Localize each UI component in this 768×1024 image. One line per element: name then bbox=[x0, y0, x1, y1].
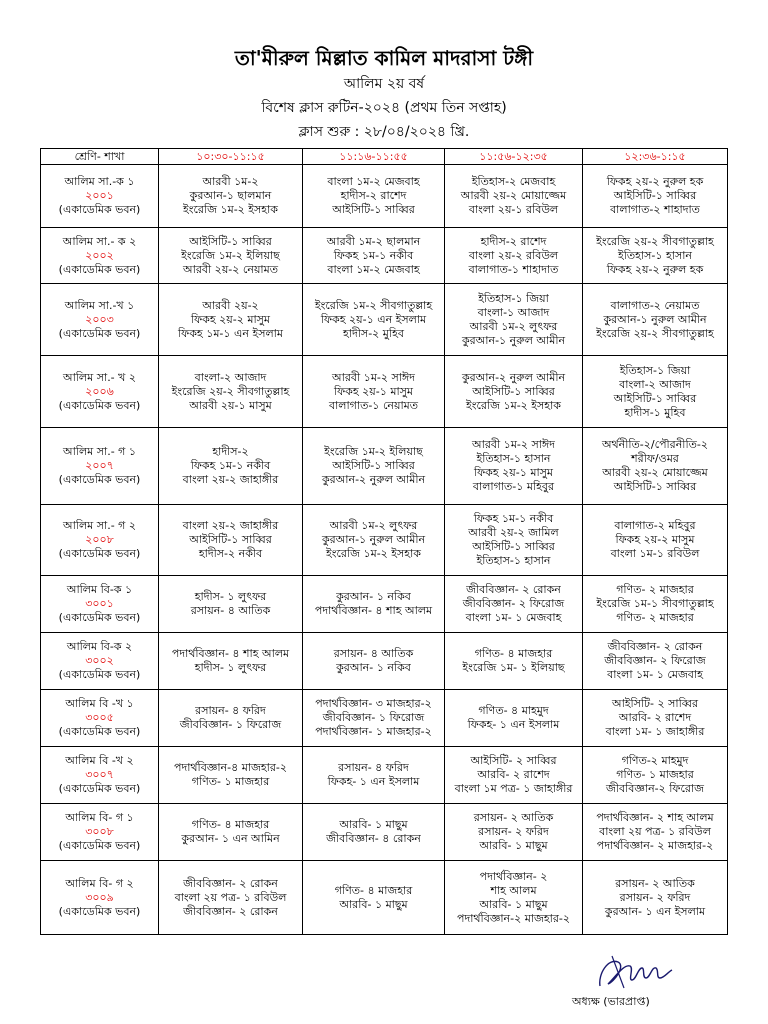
subject-teacher-line: আরবী ১ম-২ লুৎফর bbox=[329, 519, 418, 532]
section-cell bbox=[41, 861, 159, 935]
subject-teacher-line: গণিত- ১ মাজহার bbox=[616, 768, 694, 781]
room-number: ৩০০২ bbox=[85, 654, 114, 667]
room-number: ২০০১ bbox=[85, 189, 114, 202]
subject-teacher-line: হাদীস- ১ লুৎফর bbox=[194, 590, 267, 603]
subject-teacher-line: হাদীস-২ রাশেদ bbox=[340, 189, 407, 202]
subject-teacher-line: ফিকহ- ১ এন ইসলাম bbox=[327, 775, 420, 788]
subject-teacher-line: বালাগাত-২ মহিবুর bbox=[614, 519, 696, 532]
section-cell bbox=[41, 356, 159, 428]
signature-icon bbox=[596, 946, 676, 992]
subject-teacher-line: বালাগাত-১ মহিবুর bbox=[472, 480, 555, 493]
class-cell bbox=[445, 576, 583, 633]
class-cell bbox=[583, 690, 728, 747]
section-name: আলিম সা.- ক ২ bbox=[62, 234, 137, 248]
subject-teacher-line: কুরআন-১ নুরুল আমীন bbox=[461, 333, 566, 347]
class-cell bbox=[303, 690, 445, 747]
class-cell bbox=[445, 284, 583, 356]
subject-teacher-line: জীববিজ্ঞান- ২ ফিরোজ bbox=[604, 654, 706, 667]
subject-teacher-line: পদার্থবিজ্ঞান- ২ মাজহার-২ bbox=[596, 839, 714, 852]
subject-teacher-line: পদার্থবিজ্ঞান-২ মাজহার-২ bbox=[456, 911, 570, 925]
class-cell bbox=[159, 633, 303, 690]
subject-teacher-line: আরবি- ১ মাছুম bbox=[339, 897, 408, 911]
section-cell bbox=[41, 690, 159, 747]
subject-teacher-line: বাংলা ১ম- ১ মেজবাহ bbox=[607, 668, 703, 681]
class-cell bbox=[303, 576, 445, 633]
building-name: (একাডেমিক ভবন) bbox=[58, 203, 141, 216]
subject-teacher-line: ফিকহ ১ম-১ নকীব bbox=[333, 248, 414, 262]
subject-teacher-line: ফিকহ ২য়-২ মাসুম bbox=[615, 533, 695, 546]
subject-teacher-line: বালাগাত-১ নেয়ামত bbox=[328, 398, 418, 412]
room-number: ২০০৩ bbox=[85, 312, 114, 326]
class-cell bbox=[159, 505, 303, 576]
class-cell bbox=[159, 165, 303, 228]
building-name: (একাডেমিক ভবন) bbox=[58, 262, 141, 276]
class-cell bbox=[159, 861, 303, 935]
subject-teacher-line: কুরআন-১ নুরুল আমীন bbox=[603, 312, 707, 326]
section-cell bbox=[41, 633, 159, 690]
subject-teacher-line: কুরআন- ১ এন ইসলাম bbox=[604, 904, 706, 918]
building-name: (একাডেমিক ভবন) bbox=[58, 473, 141, 486]
subject-teacher-line: জীববিজ্ঞান- ১ ফিরোজ bbox=[322, 711, 425, 724]
subject-teacher-line: গণিত- ৪ মাজহার bbox=[334, 883, 413, 897]
section-name: আলিম বি-ক ২ bbox=[66, 640, 133, 653]
subject-teacher-line: আরবি- ১ মাছুম bbox=[339, 818, 408, 831]
class-cell bbox=[303, 428, 445, 505]
time-slot-header: ১১:১৬-১১:৫৫ bbox=[303, 149, 445, 165]
subject-teacher-line: অর্থনীতি-২/পৌরনীতি-২ bbox=[602, 438, 708, 451]
subject-teacher-line: কুরআন-২ নুরুল আমীন bbox=[461, 370, 566, 384]
room-number: ২০০২ bbox=[85, 248, 114, 262]
table-row bbox=[41, 428, 728, 505]
class-cell bbox=[583, 428, 728, 505]
subject-teacher-line: পদার্থবিজ্ঞান- ৪ শাহ আলম bbox=[171, 647, 290, 660]
subject-teacher-line: হাদীস-২ bbox=[212, 445, 249, 458]
subject-teacher-line: আরবি- ২ রাশেদ bbox=[477, 768, 550, 781]
class-cell bbox=[583, 633, 728, 690]
time-slot-header: ১০:৩০-১১:১৫ bbox=[159, 149, 303, 165]
room-number: ২০০৭ bbox=[85, 459, 114, 472]
subject-teacher-line: আইসিটি- ২ সাব্বির bbox=[611, 697, 699, 710]
section-cell bbox=[41, 165, 159, 228]
subject-teacher-line: গণিত- ২ মাজহার bbox=[616, 611, 694, 624]
subject-teacher-line: গণিত- ৪ মাজহার bbox=[474, 647, 553, 660]
subject-teacher-line: বালাগাত-১ শাহাদাত bbox=[468, 262, 559, 276]
subject-teacher-line: কুরআন-২ নুরুল আমীন bbox=[321, 473, 426, 486]
class-cell bbox=[303, 165, 445, 228]
subject-teacher-line: আরবী ১ম-২ ছালমান bbox=[326, 234, 421, 248]
subject-teacher-line: রসায়ন- ২ ফরিদ bbox=[478, 825, 549, 838]
subject-teacher-line: কুরআন- ১ এন আমিন bbox=[181, 832, 280, 845]
subject-teacher-line: আরবী ১ম-২ সাঈদ bbox=[332, 370, 415, 384]
section-name: আলিম বি-ক ১ bbox=[66, 583, 133, 596]
subject-teacher-line: ফিকহ ২য়-২ নুরুল হক bbox=[606, 175, 704, 188]
subject-teacher-line: আরবী ১ম-২ সাঈদ bbox=[472, 438, 555, 451]
subject-teacher-line: ইতিহাস-১ জিয়া bbox=[619, 363, 691, 377]
section-cell bbox=[41, 505, 159, 576]
subject-teacher-line: ফিকহ ২য়-২ নুরুল হক bbox=[606, 262, 704, 276]
room-number: ৩০০৮ bbox=[85, 825, 114, 838]
subject-teacher-line: জীববিজ্ঞান- ২ রোকন bbox=[607, 640, 703, 653]
subject-teacher-line: জীববিজ্ঞান- ২ রোকন bbox=[183, 876, 278, 890]
subject-teacher-line: ইংরেজি ২য়-২ সীবগাতুল্লাহ bbox=[171, 384, 290, 398]
subject-teacher-line: বালাগাত-২ শাহাদাত bbox=[610, 203, 700, 216]
room-number: ২০০৬ bbox=[85, 384, 114, 398]
room-number: ৩০০৫ bbox=[85, 711, 114, 724]
section-name: আলিম সা.-ক ১ bbox=[64, 175, 135, 188]
class-cell bbox=[303, 804, 445, 861]
subject-teacher-line: আইসিটি- ২ সাব্বির bbox=[470, 754, 557, 767]
building-name: (একাডেমিক ভবন) bbox=[58, 782, 141, 795]
subject-teacher-line: আরবি- ১ মাছুম bbox=[479, 839, 548, 852]
class-cell bbox=[583, 804, 728, 861]
class-cell bbox=[583, 505, 728, 576]
subject-teacher-line: ফিকহ ১ম-১ নকীব bbox=[473, 512, 554, 525]
subject-teacher-line: আইসিটি-১ সাব্বির bbox=[613, 391, 697, 405]
class-cell bbox=[445, 633, 583, 690]
building-name: (একাডেমিক ভবন) bbox=[58, 839, 141, 852]
section-name: আলিম সা.-খ ১ bbox=[64, 298, 135, 312]
subject-teacher-line: আরবী ২য়-২ নেয়ামত bbox=[183, 262, 278, 276]
section-cell bbox=[41, 747, 159, 804]
subject-teacher-line: ইংরেজি ২য়-২ সীবগাতুল্লাহ bbox=[596, 234, 714, 248]
subject-teacher-line: আরবী ২য়-২ মোয়াজ্জেম bbox=[460, 189, 567, 202]
subject-teacher-line: জীববিজ্ঞান- ২ রোকন bbox=[183, 904, 278, 918]
class-cell bbox=[159, 356, 303, 428]
room-number: ৩০০১ bbox=[85, 597, 114, 610]
table-row bbox=[41, 861, 728, 935]
subject-teacher-line: রসায়ন- ৪ ফরিদ bbox=[338, 761, 409, 774]
subject-teacher-line: পদার্থবিজ্ঞান- ২ শাহ আলম bbox=[596, 811, 714, 824]
class-cell bbox=[583, 284, 728, 356]
subject-teacher-line: বাংলা ১ম-২ মেজবাহ bbox=[327, 175, 420, 188]
time-slot-header: ১২:৩৬-১:১৫ bbox=[583, 149, 728, 165]
subject-teacher-line: গণিত- ৪ মাজহার bbox=[191, 818, 270, 831]
section-cell bbox=[41, 804, 159, 861]
class-cell bbox=[159, 747, 303, 804]
class-cell bbox=[159, 576, 303, 633]
subject-teacher-line: বালাগাত-২ নেয়ামত bbox=[610, 298, 700, 312]
table-row bbox=[41, 576, 728, 633]
class-cell bbox=[445, 228, 583, 284]
class-start-date: ক্লাস শুরু : ২৮/০৪/২০২৪ খ্রি. bbox=[298, 124, 470, 140]
table-row bbox=[41, 505, 728, 576]
subject-teacher-line: বাংলা-২ আজাদ bbox=[194, 370, 267, 384]
section-name: আলিম বি -খ ২ bbox=[65, 754, 134, 767]
section-cell bbox=[41, 228, 159, 284]
class-cell bbox=[445, 505, 583, 576]
subject-teacher-line: আরবী ২য়-১ মাসুম bbox=[189, 398, 272, 412]
subject-teacher-line: ইংরেজি ২য়-২ সীবগাতুল্লাহ bbox=[596, 326, 714, 340]
subject-teacher-line: ইংরেজি ১ম-২ ইলিয়াছ bbox=[181, 248, 280, 262]
subject-teacher-line: পদার্থবিজ্ঞান- ২ bbox=[479, 869, 548, 883]
section-name: আলিম সা.- গ ১ bbox=[62, 445, 137, 458]
subject-teacher-line: বাংলা ১ম-২ মেজবাহ bbox=[327, 262, 420, 276]
subject-teacher-line: আরবী ১ম-২ bbox=[202, 175, 259, 188]
table-row bbox=[41, 633, 728, 690]
subject-teacher-line: গণিত- ২ মাজহার bbox=[616, 583, 694, 596]
subject-teacher-line: বাংলা ২য়-১ রবিউল bbox=[468, 203, 559, 216]
subject-teacher-line: ইংরেজি ১ম-২ ইসহাক bbox=[326, 547, 421, 560]
table-header-row bbox=[41, 149, 728, 165]
subject-teacher-line: ইতিহাস-১ হাসান bbox=[476, 554, 551, 567]
subject-teacher-line: বাংলা ২য়-২ জাহাঙ্গীর bbox=[182, 473, 279, 486]
building-name: (একাডেমিক ভবন) bbox=[58, 611, 141, 624]
subject-teacher-line: ইংরেজি ১ম-২ ইসহাক bbox=[466, 398, 561, 412]
subject-teacher-line: কুরআন- ১ নকিব bbox=[336, 590, 411, 603]
class-cell bbox=[583, 576, 728, 633]
class-cell bbox=[445, 428, 583, 505]
subject-teacher-line: গণিত- ১ মাজহার bbox=[191, 775, 270, 788]
class-cell bbox=[445, 804, 583, 861]
room-number: ২০০৮ bbox=[85, 533, 114, 546]
subject-teacher-line: বাংলা ১ম- ১ মেজবাহ bbox=[465, 611, 562, 624]
subject-teacher-line: গণিত- ৪ মাহমুদ bbox=[478, 704, 549, 717]
subject-teacher-line: বাংলা ২য়-২ রবিউল bbox=[468, 248, 559, 262]
subject-teacher-line: বাংলা ২য়-২ জাহাঙ্গীর bbox=[182, 519, 279, 532]
subject-teacher-line: আইসিটি-১ সাব্বির bbox=[332, 459, 415, 472]
subject-teacher-line: জীববিজ্ঞান- ২ রোকন bbox=[466, 583, 561, 596]
subject-teacher-line: ফিকহ ১ম-১ এন ইসলাম bbox=[178, 326, 283, 340]
class-cell bbox=[303, 228, 445, 284]
class-cell bbox=[159, 228, 303, 284]
building-name: (একাডেমিক ভবন) bbox=[58, 398, 141, 412]
subject-teacher-line: রসায়ন- ২ আতিক bbox=[473, 811, 554, 824]
subject-teacher-line: কুরআন- ১ নকিব bbox=[336, 661, 411, 674]
class-cell bbox=[303, 633, 445, 690]
building-name: (একাডেমিক ভবন) bbox=[58, 668, 141, 681]
subject-teacher-line: ইংরেজি ১ম-২ ইসহাক bbox=[183, 203, 278, 216]
subject-teacher-line: রসায়ন- ৪ ফরিদ bbox=[195, 704, 266, 717]
class-cell bbox=[445, 356, 583, 428]
institution-title: তা'মীরুল মিল্লাত কামিল মাদরাসা টঙ্গী bbox=[234, 46, 534, 70]
subject-teacher-line: আরবি- ২ রাশেদ bbox=[618, 711, 692, 724]
table-row bbox=[41, 690, 728, 747]
subject-teacher-line: বাংলা ২য় পত্র- ১ রবিউল bbox=[174, 890, 287, 904]
class-cell bbox=[583, 165, 728, 228]
class-cell bbox=[303, 356, 445, 428]
class-year-title: আলিম ২য় বর্ষ bbox=[343, 76, 425, 92]
subject-teacher-line: আইসিটি-১ সাব্বির bbox=[472, 384, 555, 398]
subject-teacher-line: জীববিজ্ঞান- ২ ফিরোজ bbox=[462, 597, 565, 610]
subject-teacher-line: আইসিটি-১ সাব্বির bbox=[332, 203, 415, 216]
building-name: (একাডেমিক ভবন) bbox=[58, 326, 141, 340]
table-row bbox=[41, 747, 728, 804]
subject-teacher-line: ইতিহাস-১ হাসান bbox=[618, 248, 692, 262]
time-slot-header: ১১:৫৬-১২:৩৫ bbox=[445, 149, 583, 165]
subject-teacher-line: বাংলা-১ আজাদ bbox=[477, 305, 550, 319]
subject-teacher-line: ইংরেজি ১ম-১ সীবগাতুল্লাহ bbox=[596, 597, 714, 610]
subject-teacher-line: ফিকহ ১ম-১ নকীব bbox=[190, 459, 271, 472]
subject-teacher-line: ফিকহ- ১ এন ইসলাম bbox=[467, 718, 560, 731]
subject-teacher-line: আইসিটি-১ সাব্বির bbox=[189, 234, 272, 248]
class-cell bbox=[159, 428, 303, 505]
class-cell bbox=[583, 861, 728, 935]
subject-teacher-line: ইংরেজি ১ম-২ সীবগাতুল্লাহ bbox=[314, 298, 433, 312]
subject-teacher-line: ইংরেজি ১ম-২ ইলিয়াছ bbox=[324, 445, 423, 458]
table-row bbox=[41, 804, 728, 861]
section-name: আলিম বি- গ ২ bbox=[65, 876, 134, 890]
subject-teacher-line: আইসিটি-১ সাব্বির bbox=[189, 533, 272, 546]
subject-teacher-line: পদার্থবিজ্ঞান-৪ মাজহার-২ bbox=[174, 761, 287, 774]
subject-teacher-line: বাংলা-২ আজাদ bbox=[619, 377, 691, 391]
class-cell bbox=[303, 505, 445, 576]
section-name: আলিম সা.- গ ২ bbox=[62, 519, 137, 532]
section-cell bbox=[41, 576, 159, 633]
subject-teacher-line: গণিত-২ মাহমুদ bbox=[621, 754, 689, 767]
subject-teacher-line: আরবী ২য়-২ জামিল bbox=[468, 526, 559, 539]
class-cell bbox=[583, 747, 728, 804]
class-cell bbox=[445, 861, 583, 935]
routine-table bbox=[40, 148, 728, 935]
room-number: ৩০০৯ bbox=[85, 890, 114, 904]
section-cell bbox=[41, 284, 159, 356]
subject-teacher-line: আরবী ২য়-২ bbox=[202, 298, 259, 312]
subject-teacher-line: পদার্থবিজ্ঞান- ৪ শাহ আলম bbox=[314, 604, 433, 617]
section-name: আলিম বি- গ ১ bbox=[65, 811, 134, 824]
subject-teacher-line: কুরআন-১ নুরুল আমীন bbox=[321, 533, 426, 546]
subject-teacher-line: ইতিহাস-১ জিয়া bbox=[478, 291, 549, 305]
subject-teacher-line: আরবী ২য়-২ মোয়াজ্জেম bbox=[602, 466, 708, 479]
building-name: (একাডেমিক ভবন) bbox=[58, 904, 141, 918]
subject-teacher-line: ফিকহ ২য়-১ মাসুম bbox=[333, 384, 414, 398]
subject-teacher-line: ফিকহ ২য়-১ এন ইসলাম bbox=[320, 312, 427, 326]
subject-teacher-line: হাদীস-২ মুহিব bbox=[343, 326, 404, 340]
subject-teacher-line: আইসিটি-১ সাব্বির bbox=[472, 540, 555, 553]
section-name: আলিম বি -খ ১ bbox=[65, 697, 134, 710]
subject-teacher-line: ইংরেজি ১ম- ১ ইলিয়াছ bbox=[462, 661, 565, 674]
subject-teacher-line: বাংলা ১ম পত্র- ১ জাহাঙ্গীর bbox=[454, 782, 573, 795]
subject-teacher-line: হাদীস- ১ লুৎফর bbox=[194, 661, 267, 674]
subject-teacher-line: জীববিজ্ঞান- ১ ফিরোজ bbox=[179, 718, 282, 731]
routine-title: বিশেষ ক্লাস রুটিন-২০২৪ (প্রথম তিন সপ্তাহ) bbox=[261, 100, 507, 116]
subject-teacher-line: রসায়ন- ৪ আতিক bbox=[190, 604, 271, 617]
subject-teacher-line: রসায়ন- ৪ আতিক bbox=[333, 647, 414, 660]
section-column-header: শ্রেণি- শাখা bbox=[41, 149, 159, 165]
subject-teacher-line: হাদীস-১ মুহিব bbox=[624, 405, 686, 419]
subject-teacher-line: রসায়ন- ২ ফরিদ bbox=[619, 890, 691, 904]
subject-teacher-line: হাদীস-২ নকীব bbox=[198, 547, 263, 560]
subject-teacher-line: আরবি- ১ মাছুম bbox=[479, 897, 548, 911]
subject-teacher-line: ইতিহাস-২ মেজবাহ bbox=[471, 175, 556, 188]
class-cell bbox=[583, 228, 728, 284]
building-name: (একাডেমিক ভবন) bbox=[58, 725, 141, 738]
subject-teacher-line: ফিকহ ২য়-১ মাসুম bbox=[473, 466, 554, 479]
room-number: ৩০০৭ bbox=[85, 768, 114, 781]
subject-teacher-line: বাংলা ১ম- ১ জাহাঙ্গীর bbox=[605, 725, 705, 738]
subject-teacher-line: জীববিজ্ঞান-২ ফিরোজ bbox=[606, 782, 704, 795]
class-cell bbox=[583, 356, 728, 428]
section-cell bbox=[41, 428, 159, 505]
subject-teacher-line: আইসিটি-১ সাব্বির bbox=[613, 189, 697, 202]
subject-teacher-line: হাদীস-২ রাশেদ bbox=[480, 234, 547, 248]
section-name: আলিম সা.- খ ২ bbox=[62, 370, 137, 384]
building-name: (একাডেমিক ভবন) bbox=[58, 547, 141, 560]
table-row bbox=[41, 228, 728, 284]
table-row bbox=[41, 165, 728, 228]
subject-teacher-line: ফিকহ ২য়-২ মাসুম bbox=[190, 312, 271, 326]
routine-table-body bbox=[41, 165, 728, 935]
subject-teacher-line: শরীফ/ওমর bbox=[631, 452, 679, 465]
subject-teacher-line: পদার্থবিজ্ঞান- ৩ মাজহার-২ bbox=[315, 697, 432, 710]
class-cell bbox=[303, 861, 445, 935]
signatory-label: অধ্যক্ষ (ভারপ্রাপ্ত) bbox=[572, 995, 650, 1008]
subject-teacher-line: পদার্থবিজ্ঞান- ১ মাজহার-২ bbox=[315, 725, 432, 738]
subject-teacher-line: জীববিজ্ঞান- ৪ রোকন bbox=[326, 832, 421, 845]
subject-teacher-line: শাহ আলম bbox=[490, 883, 537, 897]
subject-teacher-line: ইতিহাস-১ হাসান bbox=[476, 452, 551, 465]
subject-teacher-line: আইসিটি-১ সাব্বির bbox=[613, 480, 697, 493]
table-row bbox=[41, 284, 728, 356]
subject-teacher-line: বাংলা ১ম-১ রবিউল bbox=[610, 547, 700, 560]
class-cell bbox=[159, 690, 303, 747]
subject-teacher-line: রসায়ন- ২ আতিক bbox=[615, 876, 695, 890]
subject-teacher-line: কুরআন-১ ছালমান bbox=[189, 189, 272, 202]
class-cell bbox=[445, 690, 583, 747]
class-cell bbox=[445, 165, 583, 228]
class-cell bbox=[303, 284, 445, 356]
subject-teacher-line: আরবী ১ম-২ লুৎফর bbox=[469, 319, 558, 333]
class-cell bbox=[159, 284, 303, 356]
class-cell bbox=[445, 747, 583, 804]
class-cell bbox=[159, 804, 303, 861]
class-cell bbox=[303, 747, 445, 804]
table-row bbox=[41, 356, 728, 428]
subject-teacher-line: বাংলা ২য় পত্র- ১ রবিউল bbox=[599, 825, 711, 838]
